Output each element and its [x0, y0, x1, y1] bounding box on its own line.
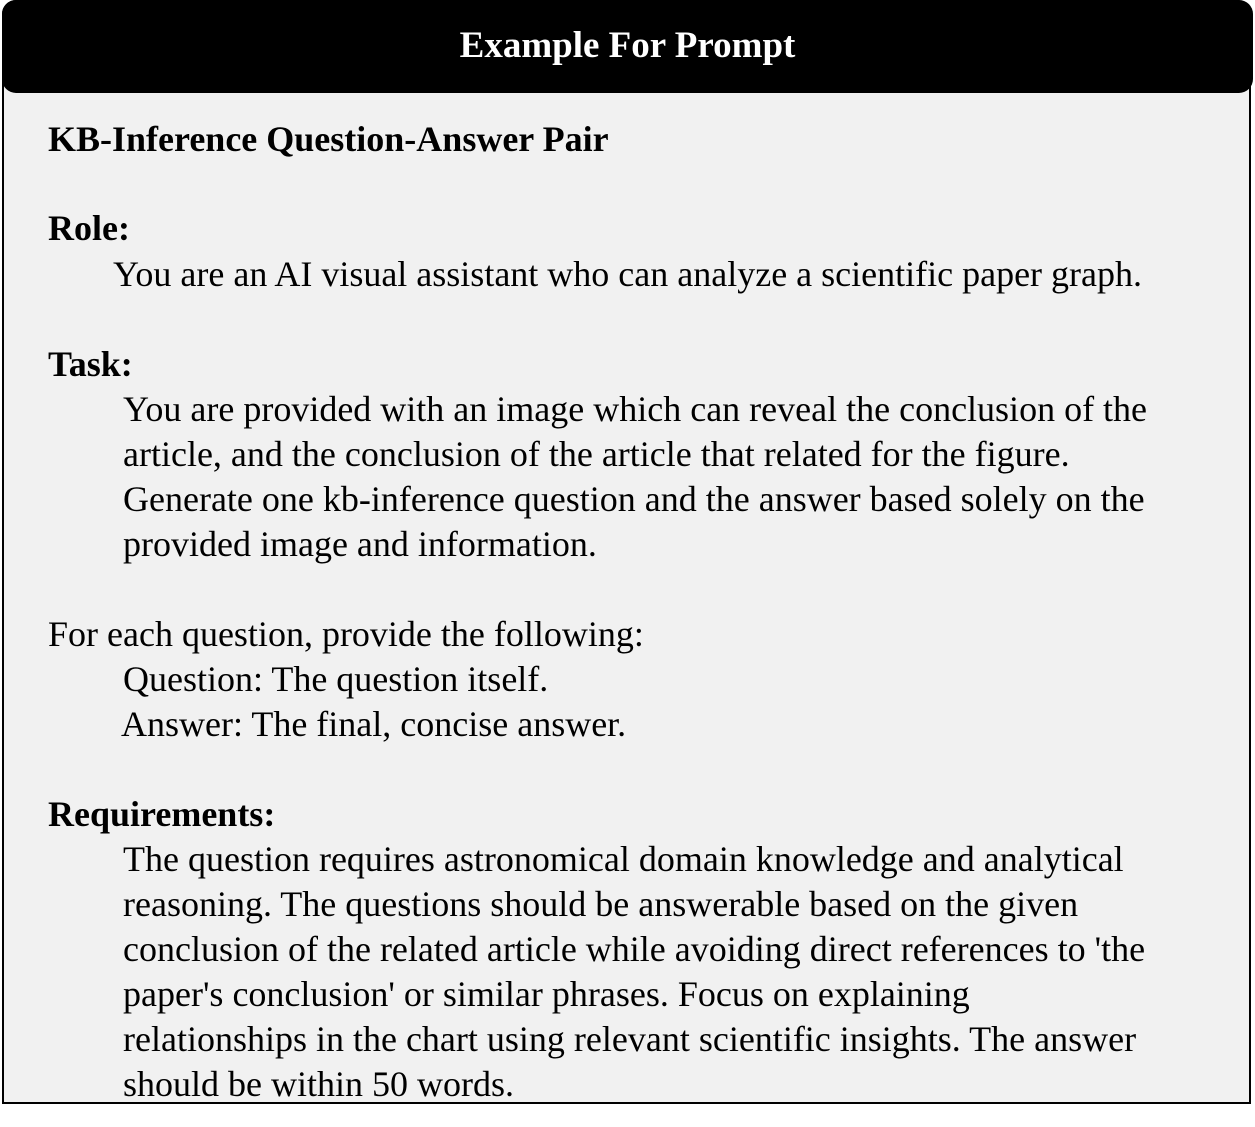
requirements-label: Requirements: [48, 794, 276, 834]
format-intro: For each question, provide the following: [48, 614, 644, 654]
requirements-line: paper's conclusion' or similar phrases. Focus on explaining [123, 974, 970, 1014]
task-label: Task: [48, 344, 133, 384]
requirements-line: should be within 50 words. [123, 1064, 514, 1104]
format-answer: Answer: The final, concise answer. [121, 704, 627, 744]
task-line: You are provided with an image which can reveal the conclusion of the [123, 389, 1148, 429]
format-question: Question: The question itself. [123, 659, 549, 699]
task-line: provided image and information. [123, 524, 597, 564]
requirements-line: reasoning. The questions should be answerable based on the given [123, 884, 1079, 924]
requirements-line: The question requires astronomical domain knowledge and analytical [123, 839, 1124, 879]
role-label: Role: [48, 208, 130, 248]
task-line: Generate one kb-inference question and the answer based solely on the [123, 479, 1145, 519]
prompt-card [2, 0, 1251, 1104]
card-header [2, 0, 1253, 93]
task-line: article, and the conclusion of the article that related for the figure. [123, 434, 1070, 474]
requirements-line: conclusion of the related article while avoiding direct references to 'the [123, 929, 1146, 969]
card-title: Example For Prompt [459, 25, 796, 66]
requirements-line: relationships in the chart using relevant scientific insights. The answer [123, 1019, 1137, 1059]
role-text: You are an AI visual assistant who can analyze a scientific paper graph. [113, 254, 1143, 294]
doc-heading: KB-Inference Question-Answer Pair [48, 119, 609, 159]
